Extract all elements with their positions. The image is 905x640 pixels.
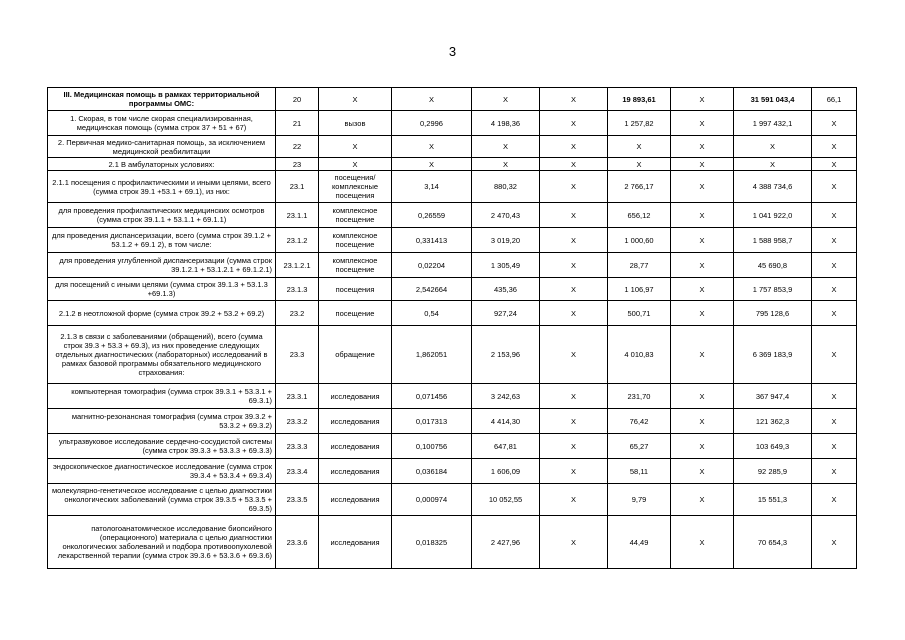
table-row [48,158,857,171]
table-cell-cost: 4 198,36 [472,111,540,136]
table-cell-cost: 1 606,09 [472,459,540,484]
table-cell-c5: X [540,459,608,484]
table-cell-norm: 0,100756 [392,434,472,459]
table-cell-c7: X [671,88,734,111]
table-cell-norm: 2,542664 [392,278,472,301]
table-cell-c9: X [812,111,857,136]
table-cell-cost: 880,32 [472,171,540,203]
table-cell-cost: 3 019,20 [472,228,540,253]
table-cell-c8: 367 947,4 [734,384,812,409]
table-cell-c8: 1 997 432,1 [734,111,812,136]
table-cell-norm: 0,018325 [392,516,472,569]
table-cell-c9: X [812,434,857,459]
table-cell-cost: 647,81 [472,434,540,459]
table-cell-norm: 0,2996 [392,111,472,136]
table-cell-c7: X [671,434,734,459]
table-row [48,434,857,459]
table-cell-c9: X [812,228,857,253]
row-name-cell: ультразвуковое исследование сердечно-сосудистой системы (сумма строк 39.3.3 + 53.3.3 + 69.3.3) [48,434,276,459]
table-cell-c7: X [671,228,734,253]
table-cell-code: 22 [276,136,319,158]
row-name-cell: 2.1 В амбулаторных условиях: [48,158,276,171]
table-row [48,409,857,434]
table-cell-c9: X [812,409,857,434]
table-cell-code: 21 [276,111,319,136]
table-cell-c6: 28,77 [608,253,671,278]
table-cell-c6: X [608,158,671,171]
table-cell-c6: 656,12 [608,203,671,228]
table-cell-c9: X [812,158,857,171]
table-cell-c8: 4 388 734,6 [734,171,812,203]
table-cell-cost: 2 153,96 [472,326,540,384]
table-cell-code: 23.1 [276,171,319,203]
table-cell-c8: 1 588 958,7 [734,228,812,253]
table-cell-unit: исследования [319,459,392,484]
table-cell-c7: X [671,136,734,158]
table-cell-c5: X [540,203,608,228]
table-cell-cost: 3 242,63 [472,384,540,409]
row-name-cell: молекулярно-генетическое исследование с целью диагностики онкологических заболеваний (сумма строк 39.3.5 + 53.3.5 + 69.3.5) [48,484,276,516]
table-cell-code: 23.2 [276,301,319,326]
table-row [48,459,857,484]
table-cell-norm: 3,14 [392,171,472,203]
table-cell-c7: X [671,409,734,434]
table-cell-c9: X [812,516,857,569]
table-cell-c9: X [812,203,857,228]
table-cell-c8: 92 285,9 [734,459,812,484]
table-row [48,484,857,516]
table-cell-code: 23.3 [276,326,319,384]
table-cell-code: 23.1.2 [276,228,319,253]
table-cell-cost: 1 305,49 [472,253,540,278]
table-cell-c8: X [734,136,812,158]
table-cell-c7: X [671,516,734,569]
table-cell-c8: 103 649,3 [734,434,812,459]
table-row [48,203,857,228]
row-name-cell: магнитно-резонансная томография (сумма строк 39.3.2 + 53.3.2 + 69.3.2) [48,409,276,434]
table-cell-cost: 927,24 [472,301,540,326]
table-cell-cost: 2 427,96 [472,516,540,569]
table-cell-c5: X [540,253,608,278]
row-name-cell: для посещений с иными целями (сумма строк 39.1.3 + 53.1.3 +69.1.3) [48,278,276,301]
table-row [48,111,857,136]
table-cell-c5: X [540,434,608,459]
table-cell-c6: 65,27 [608,434,671,459]
table-cell-c9: X [812,326,857,384]
table-cell-unit: комплексное посещение [319,228,392,253]
table-cell-c7: X [671,301,734,326]
table-cell-c5: X [540,171,608,203]
row-name-cell: патологоанатомическое исследование биопсийного (операционного) материала с целью диагностики онкологических заболеваний и подбора противоопухолевой лекарственной терапии (сумма строк 39.3.6 + 53.3.6 + 69.3.6) [48,516,276,569]
table-cell-c5: X [540,409,608,434]
table-cell-c5: X [540,278,608,301]
table-row [48,171,857,203]
table-row [48,228,857,253]
table-cell-norm: 0,036184 [392,459,472,484]
table-cell-c7: X [671,326,734,384]
table-cell-c5: X [540,136,608,158]
table-cell-c9: X [812,278,857,301]
row-name-cell: компьютерная томография (сумма строк 39.3.1 + 53.3.1 + 69.3.1) [48,384,276,409]
table-cell-c6: 1 000,60 [608,228,671,253]
table-cell-c6: 231,70 [608,384,671,409]
table-cell-norm: 0,331413 [392,228,472,253]
table-cell-c6: 2 766,17 [608,171,671,203]
table-cell-c8: 121 362,3 [734,409,812,434]
table-row [48,516,857,569]
row-name-cell: III. Медицинская помощь в рамках территориальной программы ОМС: [48,88,276,111]
table-cell-c9: X [812,459,857,484]
table-cell-unit: вызов [319,111,392,136]
table-cell-norm: X [392,88,472,111]
table-cell-code: 23 [276,158,319,171]
table-cell-c9: X [812,253,857,278]
table-cell-cost: 435,36 [472,278,540,301]
table-cell-c9: X [812,484,857,516]
table-cell-c6: 500,71 [608,301,671,326]
table-cell-cost: 2 470,43 [472,203,540,228]
table-cell-c9: X [812,301,857,326]
table-cell-c7: X [671,384,734,409]
row-name-cell: для проведения диспансеризации, всего (сумма строк 39.1.2 + 53.1.2 + 69.1 2), в том числе: [48,228,276,253]
table-cell-unit: исследования [319,484,392,516]
table-cell-c9: X [812,136,857,158]
page-number: 3 [448,44,457,59]
table-cell-c7: X [671,171,734,203]
row-name-cell: для проведения углубленной диспансеризации (сумма строк 39.1.2.1 + 53.1.2.1 + 69.1.2.1) [48,253,276,278]
table-cell-code: 23.3.5 [276,484,319,516]
table-cell-unit: X [319,136,392,158]
table-row [48,253,857,278]
row-name-cell: эндоскопическое диагностическое исследование (сумма строк 39.3.4 + 53.3.4 + 69.3.4) [48,459,276,484]
table-cell-code: 23.3.1 [276,384,319,409]
table-cell-c7: X [671,484,734,516]
table-cell-c8: 45 690,8 [734,253,812,278]
table-cell-unit: исследования [319,384,392,409]
table-cell-unit: обращение [319,326,392,384]
table-cell-unit: посещения/ комплексные посещения [319,171,392,203]
table-cell-c7: X [671,278,734,301]
table-cell-c5: X [540,484,608,516]
table-cell-c5: X [540,158,608,171]
row-name-cell: 2.1.3 в связи с заболеваниями (обращений), всего (сумма строк 39.3 + 53.3 + 69.3), из них проведение следующих отдельных диагностических (лабораторных) исследований в рамках базовой программы обязательного медицинского страхования: [48,326,276,384]
table-cell-unit: X [319,158,392,171]
row-name-cell: для проведения профилактических медицинских осмотров (сумма строк 39.1.1 + 53.1.1 + 69.1.1) [48,203,276,228]
table-cell-c7: X [671,203,734,228]
table-cell-c8: 6 369 183,9 [734,326,812,384]
table-cell-c6: 1 106,97 [608,278,671,301]
table-cell-norm: 0,000974 [392,484,472,516]
table-cell-c6: 76,42 [608,409,671,434]
row-name-cell: 2.1.2 в неотложной форме (сумма строк 39.2 + 53.2 + 69.2) [48,301,276,326]
table-cell-code: 23.3.2 [276,409,319,434]
table-cell-norm: X [392,136,472,158]
table-cell-c5: X [540,384,608,409]
table-cell-c5: X [540,88,608,111]
table-cell-unit: посещение [319,301,392,326]
table-cell-unit: исследования [319,434,392,459]
table-cell-code: 20 [276,88,319,111]
table-cell-c6: 19 893,61 [608,88,671,111]
table-cell-c5: X [540,326,608,384]
oms-table [47,87,857,569]
table-cell-c6: 9,79 [608,484,671,516]
table-cell-code: 23.3.3 [276,434,319,459]
table-cell-c9: X [812,171,857,203]
table-cell-c6: X [608,136,671,158]
table-cell-cost: X [472,88,540,111]
table-row [48,326,857,384]
table-row [48,384,857,409]
table-cell-c6: 58,11 [608,459,671,484]
table-cell-c6: 4 010,83 [608,326,671,384]
table-cell-norm: 0,26559 [392,203,472,228]
table-cell-code: 23.1.3 [276,278,319,301]
table-cell-c8: 70 654,3 [734,516,812,569]
table-cell-cost: 4 414,30 [472,409,540,434]
table-cell-code: 23.3.6 [276,516,319,569]
table-row [48,301,857,326]
table-cell-code: 23.1.1 [276,203,319,228]
table-cell-unit: исследования [319,516,392,569]
table-cell-cost: X [472,136,540,158]
table-cell-norm: 1,862051 [392,326,472,384]
table-cell-code: 23.3.4 [276,459,319,484]
table-cell-cost: 10 052,55 [472,484,540,516]
table-cell-unit: исследования [319,409,392,434]
table-cell-norm: X [392,158,472,171]
table-cell-c5: X [540,111,608,136]
table-cell-c8: 1 041 922,0 [734,203,812,228]
table-cell-c5: X [540,228,608,253]
table-cell-c7: X [671,111,734,136]
table-cell-c8: 15 551,3 [734,484,812,516]
table-cell-c8: 1 757 853,9 [734,278,812,301]
table-cell-c8: X [734,158,812,171]
table-cell-cost: X [472,158,540,171]
table-cell-c5: X [540,516,608,569]
table-cell-c6: 1 257,82 [608,111,671,136]
table-cell-c7: X [671,158,734,171]
table-cell-c5: X [540,301,608,326]
table-cell-c9: 66,1 [812,88,857,111]
row-name-cell: 2. Первичная медико-санитарная помощь, за исключением медицинской реабилитации [48,136,276,158]
table-cell-norm: 0,54 [392,301,472,326]
table-cell-c8: 795 128,6 [734,301,812,326]
table-cell-unit: комплексное посещение [319,203,392,228]
table-cell-norm: 0,02204 [392,253,472,278]
table-cell-norm: 0,017313 [392,409,472,434]
table-cell-c7: X [671,459,734,484]
table-cell-c8: 31 591 043,4 [734,88,812,111]
table-cell-code: 23.1.2.1 [276,253,319,278]
table-cell-c6: 44,49 [608,516,671,569]
table-cell-unit: комплексное посещение [319,253,392,278]
table-cell-norm: 0,071456 [392,384,472,409]
table-cell-unit: X [319,88,392,111]
row-name-cell: 1. Скорая, в том числе скорая специализированная, медицинская помощь (сумма строк 37 + 51 + 67) [48,111,276,136]
table-cell-unit: посещения [319,278,392,301]
table-row [48,136,857,158]
table-cell-c7: X [671,253,734,278]
table-row [48,278,857,301]
table-cell-c9: X [812,384,857,409]
table-row [48,88,857,111]
row-name-cell: 2.1.1 посещения с профилактическими и иными целями, всего (сумма строк 39.1 +53.1 + 69.1), из них: [48,171,276,203]
